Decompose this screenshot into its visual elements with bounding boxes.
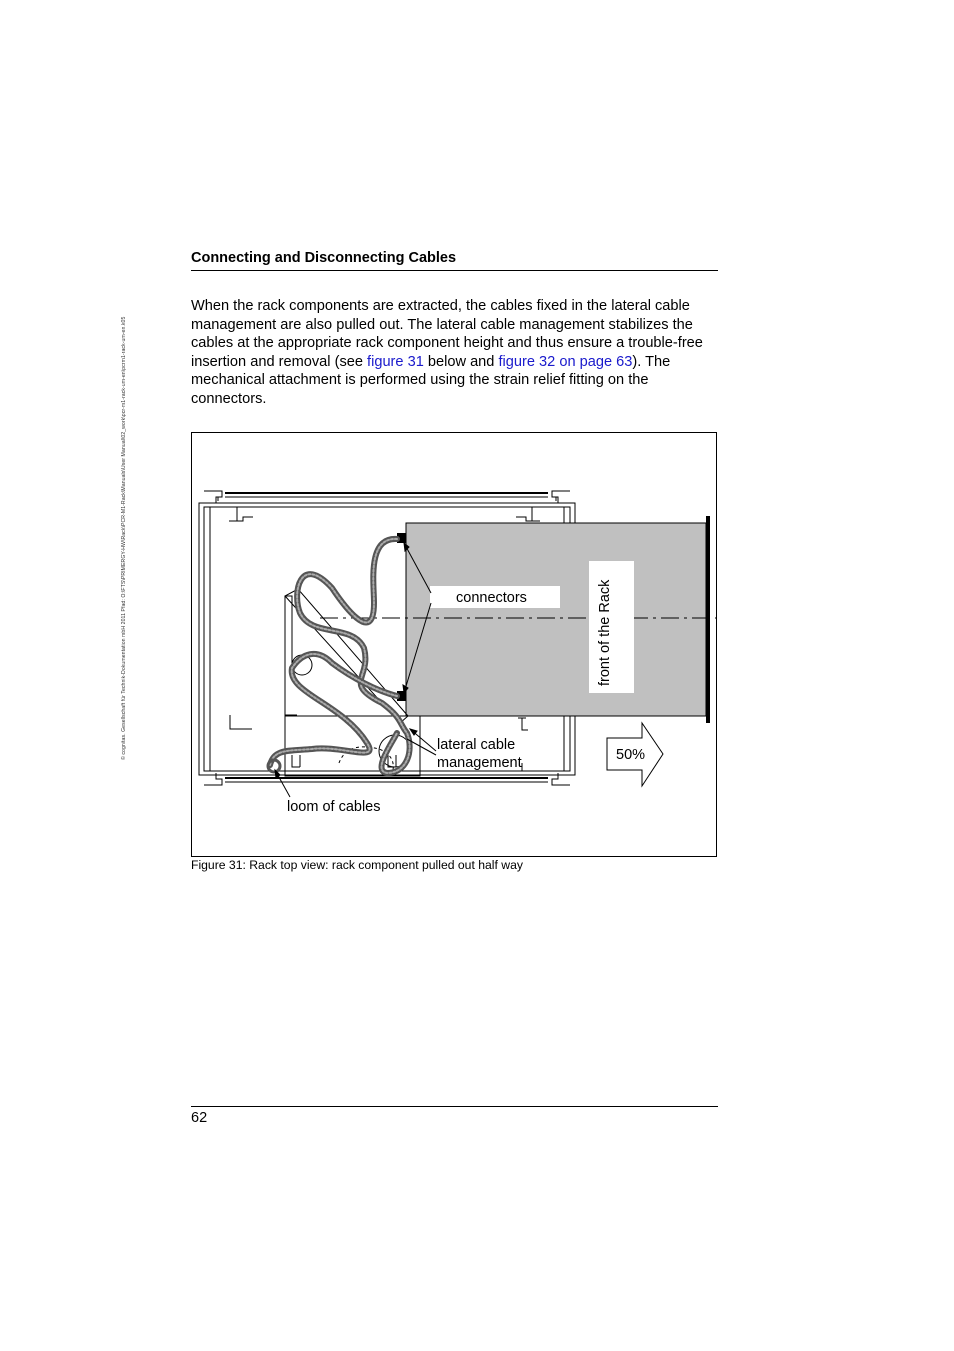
side-path-note	[121, 240, 131, 760]
section-title: Connecting and Disconnecting Cables	[191, 250, 457, 266]
rack-top-view-diagram	[192, 433, 716, 856]
lateral-label-line2: management	[437, 755, 522, 771]
section-header	[191, 249, 718, 271]
figure-caption: Figure 31: Rack top view: rack component pulled out half way	[191, 858, 523, 872]
rack-component	[406, 523, 706, 716]
figure-32-link[interactable]: figure 32 on page 63	[498, 353, 633, 370]
loom-label: loom of cables	[287, 799, 381, 815]
figure-31-link[interactable]: figure 31	[367, 353, 424, 370]
percent-label: 50%	[616, 747, 646, 763]
footer-rule	[191, 1106, 718, 1107]
side-path-text: © cognitas. Gesellschaft für Technik-Dokumentation mbH 2011 Pfad: O:\FTS\PRIMERGY-HW\Rack\PCR-M1-Rack\Manuals\User Manual\02_work\pcr-m1-rack-um-en\pcrm1-rack-um-en.k05	[121, 316, 127, 760]
loom-leader	[275, 770, 290, 797]
paragraph-text-3: ). The mechanical attachment is performed using the strain relief fitting on the connectors.	[191, 353, 671, 407]
figure-frame	[191, 432, 717, 857]
paragraph-text-1: When the rack components are extracted, the cables fixed in the lateral cable management are also pulled out. The lateral cable management stabilizes the cables at the appropriate rack component height and thus ensure a trouble-free insertion and removal (see	[191, 298, 703, 370]
lateral-label-line1: lateral cable	[437, 737, 516, 753]
front-of-rack-label: front of the Rack	[597, 579, 613, 686]
connectors-label: connectors	[456, 590, 527, 606]
body-paragraph	[191, 297, 721, 408]
page-number: 62	[191, 1110, 208, 1126]
paragraph-text-2: below and	[423, 353, 499, 370]
